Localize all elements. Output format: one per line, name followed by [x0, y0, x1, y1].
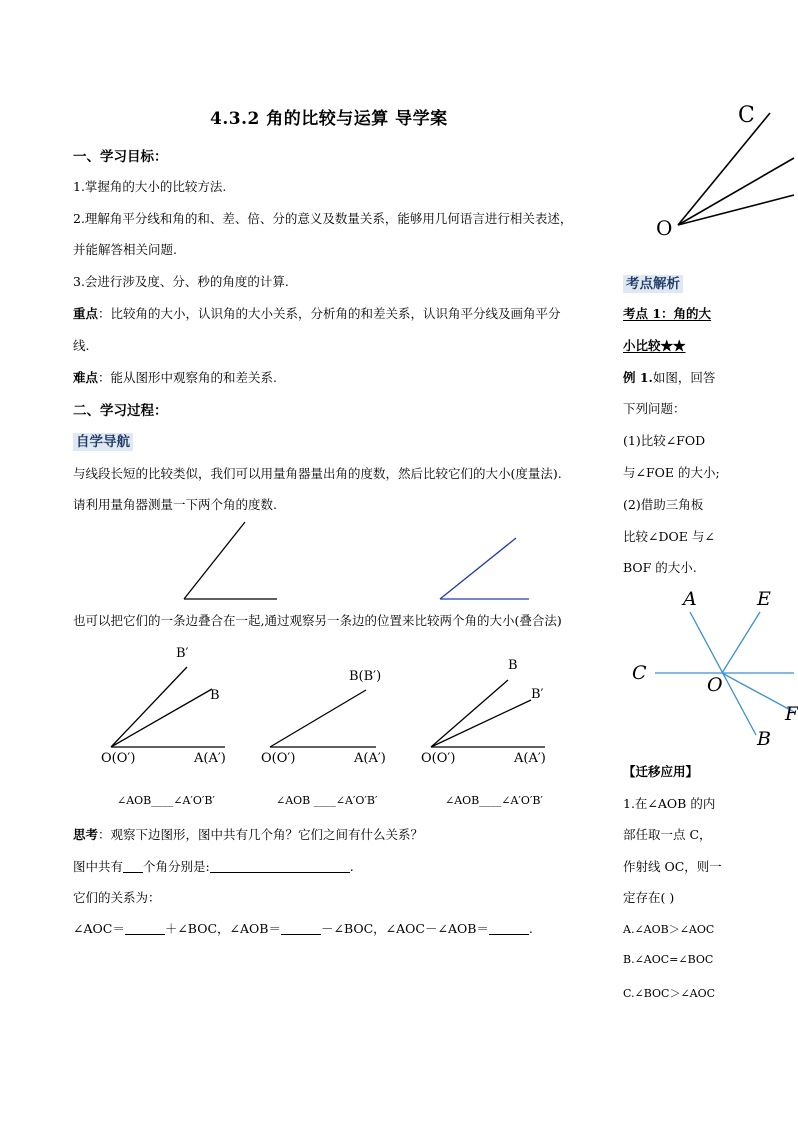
- kaodian-tag: [623, 272, 683, 292]
- app-line-a: 1.在∠AOB 的内: [623, 796, 716, 811]
- self-study-tag-text: 自学导航: [73, 433, 133, 451]
- example-text-a: 如图，回答: [652, 370, 716, 385]
- para-measure-instruction: 请利用量角器测量一下两个角的度数.: [73, 497, 277, 512]
- app-line-c: 作射线 OC，则一: [623, 859, 722, 874]
- eq-blank-3[interactable]: [489, 922, 529, 935]
- angle-black: [184, 522, 277, 599]
- example-line-c: (1)比较∠FOD: [623, 433, 706, 448]
- angle-blue: [440, 538, 529, 599]
- label-b-prime-3: B′: [531, 687, 544, 702]
- fig-label-a: A: [683, 588, 697, 610]
- app-line-b: 部任取一点 C，: [623, 827, 712, 842]
- fig-label-e: E: [757, 588, 771, 610]
- label-o-2: O(O′): [261, 751, 296, 766]
- think-line: [73, 825, 423, 843]
- count-line-prefix: 图中共有: [73, 859, 124, 874]
- option-a[interactable]: A.∠AOB＞∠AOC: [623, 923, 715, 936]
- label-b-bprime: B(B′): [349, 669, 382, 684]
- relation-label: 它们的关系为：: [73, 890, 161, 905]
- example-line-b: 下列问题：: [623, 401, 686, 416]
- section-heading-goals: 一、学习目标：: [73, 149, 168, 165]
- key-point-text: ：比较角的大小，认识角的大小关系，分析角的和差关系，认识角平分线及画角平分: [98, 306, 561, 321]
- example-figure: [655, 612, 794, 735]
- label-o-3: O(O′): [421, 751, 456, 766]
- overlay-figure-2: [270, 690, 376, 747]
- goal-item-2: 2.理解角平分线和角的和、差、倍、分的意义及数量关系，能够用几何语言进行相关表述，: [73, 211, 573, 226]
- angle-coe-figure: [678, 113, 794, 225]
- application-heading: 【迁移应用】: [623, 764, 699, 779]
- fig-label-c: C: [632, 662, 647, 684]
- difficulty-text: ：能从图形中观察角的和差关系.: [98, 370, 277, 385]
- compare-1: ∠AOB____∠A′O′B′: [117, 794, 216, 807]
- eq-part-3: －∠BOC，∠AOC－∠AOB＝: [320, 921, 489, 936]
- label-b-prime: B′: [176, 646, 189, 661]
- example-label: 例 1.: [623, 370, 653, 385]
- difficulty-label: 难点: [73, 370, 99, 385]
- eq-part-2: ＋∠BOC，∠AOB＝: [164, 921, 281, 936]
- think-text: ：观察下边图形，图中共有几个角？它们之间有什么关系？: [98, 827, 424, 842]
- count-line: [73, 857, 354, 875]
- eq-blank-1[interactable]: [125, 922, 165, 935]
- relation-equation: [73, 919, 533, 937]
- example-line-f: 比较∠DOE 与∠: [623, 529, 715, 544]
- eq-part-1: ∠AOC＝: [73, 921, 125, 936]
- count-blank[interactable]: [123, 860, 143, 873]
- goal-item-2-cont: 并能解答相关问题.: [73, 242, 177, 257]
- goal-item-3: 3.会进行涉及度、分、秒的角度的计算.: [73, 274, 289, 289]
- compare-2: ∠AOB ____∠A′O′B′: [276, 794, 378, 807]
- example-line-a: [623, 368, 715, 386]
- eq-part-4: .: [528, 921, 533, 936]
- example-line-e: (2)借助三角板: [623, 497, 704, 512]
- page-title: 4.3.2 角的比较与运算 导学案: [210, 109, 448, 129]
- angles-blank[interactable]: [210, 860, 350, 873]
- para-overlay-method: 也可以把它们的一条边叠合在一起,通过观察另一条边的位置来比较两个角的大小(叠合法): [73, 613, 562, 628]
- option-c[interactable]: C.∠BOC＞∠AOC: [623, 987, 716, 1000]
- count-line-mid: 个角分别是:: [143, 859, 210, 874]
- key-point-label: 重点: [73, 306, 99, 321]
- think-label: 思考: [73, 827, 99, 842]
- goal-item-1: 1.掌握角的大小的比较方法.: [73, 179, 227, 194]
- para-measure-method: 与线段长短的比较类似，我们可以用量角器量出角的度数，然后比较它们的大小(度量法).: [73, 466, 562, 481]
- label-o-1: O(O′): [101, 751, 136, 766]
- fig-label-f: F: [785, 703, 798, 725]
- fig-label-o: O: [707, 674, 723, 696]
- label-a-3: A(A′): [514, 751, 546, 766]
- app-line-d: 定存在( ): [623, 890, 675, 905]
- label-o-top: O: [656, 216, 673, 240]
- overlay-figure-1: [111, 667, 225, 747]
- kaodian-tag-text: 考点解析: [623, 275, 683, 293]
- kp1-line-a: 考点 1：角的大: [623, 306, 712, 321]
- example-line-d: 与∠FOE 的大小;: [623, 465, 720, 480]
- overlay-figure-3: [431, 680, 545, 747]
- label-c-top: C: [738, 103, 755, 128]
- label-b: B: [210, 688, 220, 703]
- label-a-1: A(A′): [194, 751, 226, 766]
- kp1-line-b: 小比较★★: [623, 338, 686, 353]
- option-b[interactable]: B.∠AOC=∠BOC: [623, 953, 714, 966]
- fig-label-b: B: [757, 728, 771, 750]
- eq-blank-2[interactable]: [281, 922, 321, 935]
- compare-3: ∠AOB____∠A′O′B′: [445, 794, 544, 807]
- label-b-3: B: [508, 658, 518, 673]
- example-line-g: BOF 的大小.: [623, 560, 697, 575]
- label-a-2: A(A′): [354, 751, 386, 766]
- key-point-cont: 线.: [73, 338, 90, 353]
- section-heading-process: 二、学习过程：: [73, 403, 168, 419]
- count-line-end: .: [349, 859, 354, 874]
